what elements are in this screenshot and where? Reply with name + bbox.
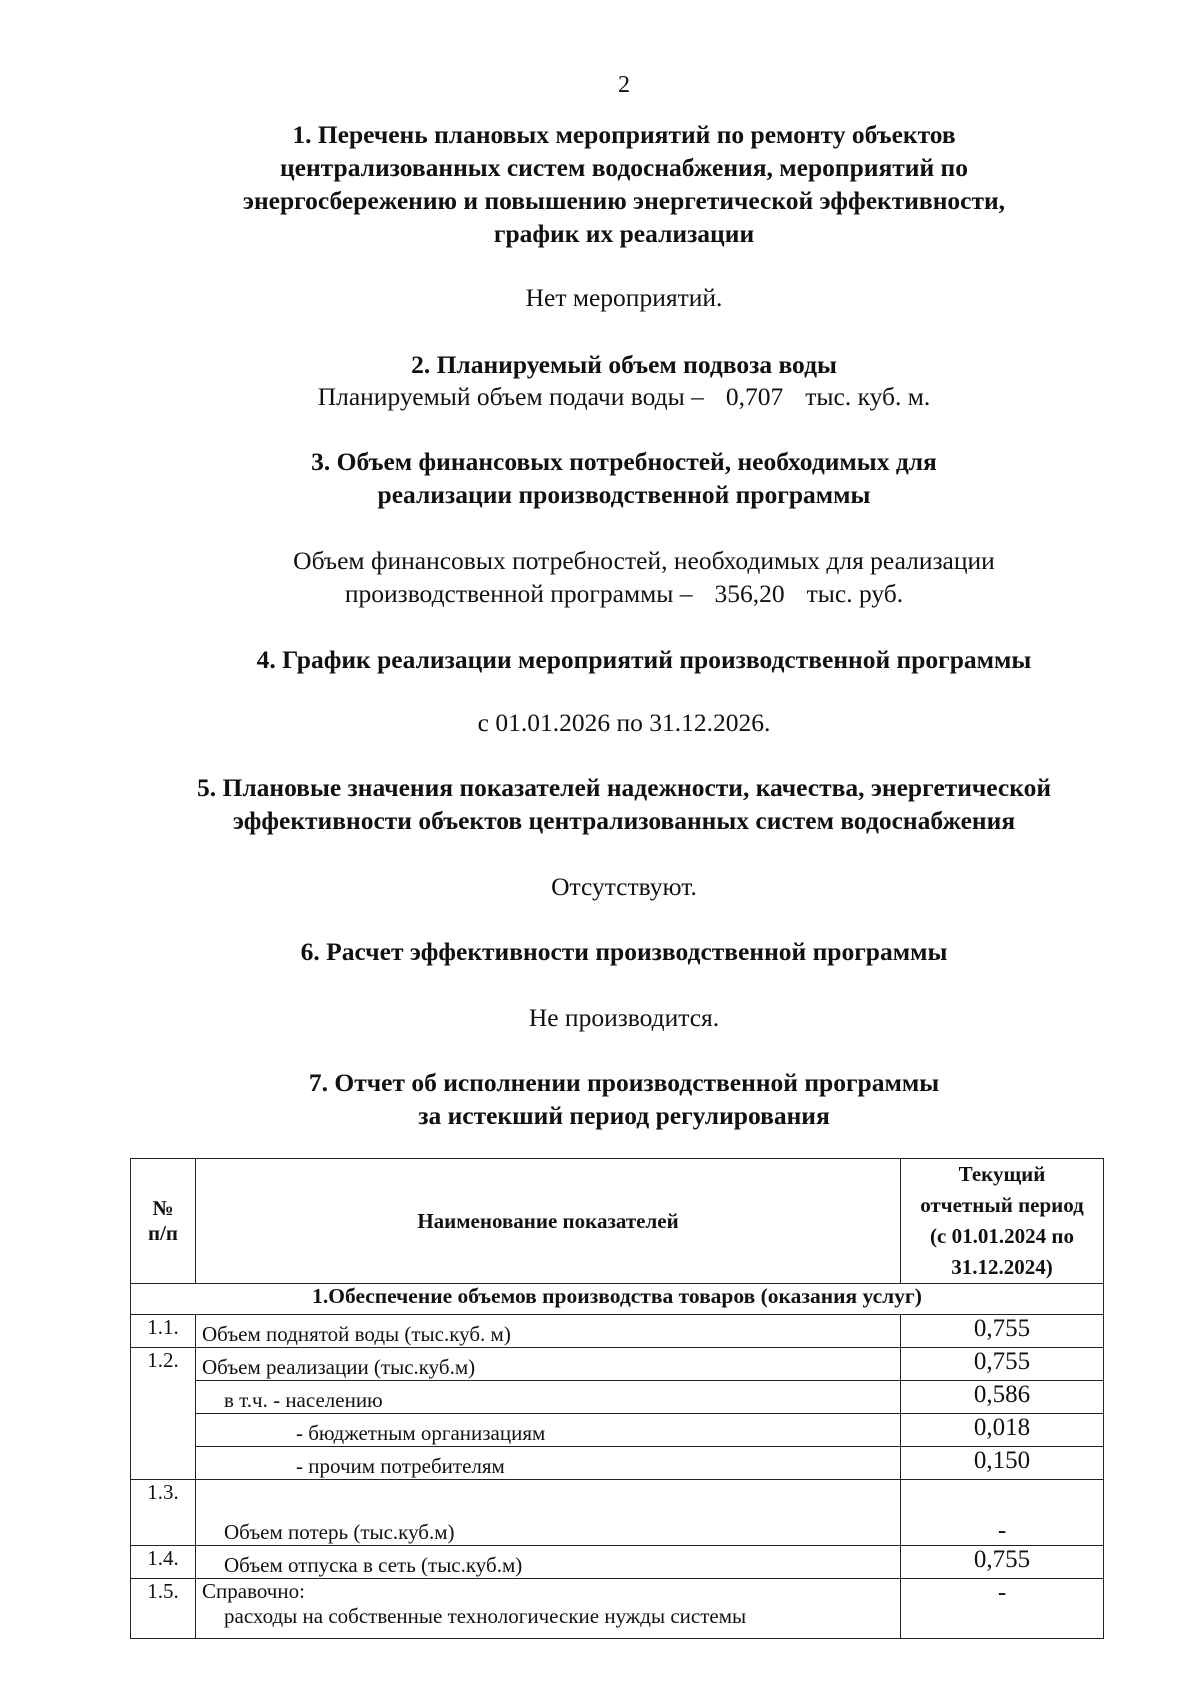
section-3-text-line1: Объем финансовых потребностей, необходимых для реализации bbox=[293, 546, 995, 575]
section-2-label: Планируемый объем подачи воды – bbox=[317, 382, 704, 411]
table-row bbox=[131, 1546, 1104, 1579]
section-7-title bbox=[0, 1066, 1200, 1132]
row-value: 0,150 bbox=[901, 1447, 1104, 1480]
table-row bbox=[131, 1447, 1104, 1480]
header-period-line: (с 01.01.2024 по bbox=[930, 1224, 1074, 1248]
row-value: 0,755 bbox=[901, 1546, 1104, 1579]
row-num: 1.2. bbox=[131, 1348, 196, 1480]
table-row bbox=[131, 1315, 1104, 1348]
row-value: 0,586 bbox=[901, 1381, 1104, 1414]
section-1-title-line: энергосбережению и повышению энергетической эффективности, bbox=[242, 186, 1006, 215]
section-3-text-line2 bbox=[0, 577, 1200, 610]
section-3-unit: тыс. руб. bbox=[806, 579, 904, 608]
header-period-line: 31.12.2024) bbox=[951, 1255, 1053, 1279]
section-1-title-line: график их реализации bbox=[493, 219, 755, 248]
table-row bbox=[131, 1348, 1104, 1381]
row-name bbox=[196, 1579, 901, 1639]
page-number: 2 bbox=[618, 72, 630, 98]
row-name: - прочим потребителям bbox=[196, 1447, 901, 1480]
row-name: Объем потерь (тыс.куб.м) bbox=[196, 1480, 901, 1546]
section-5-text: Отсутствуют. bbox=[551, 872, 697, 901]
row-name-line: Справочно: bbox=[202, 1579, 305, 1603]
section-1-text: Нет мероприятий. bbox=[525, 283, 723, 312]
table-section-title: 1.Обеспечение объемов производства товаров (оказания услуг) bbox=[131, 1284, 1104, 1315]
section-3-title-line: реализации производственной программы bbox=[377, 480, 871, 509]
header-period-line: Текущий bbox=[958, 1162, 1046, 1186]
section-2-title: 2. Планируемый объем подвоза воды bbox=[411, 350, 837, 379]
header-num bbox=[131, 1159, 196, 1284]
row-value: 0,018 bbox=[901, 1414, 1104, 1447]
row-name: Объем поднятой воды (тыс.куб. м) bbox=[196, 1315, 901, 1348]
section-7-title-line: за истекший период регулирования bbox=[418, 1101, 830, 1130]
header-name: Наименование показателей bbox=[196, 1159, 901, 1284]
table-row bbox=[131, 1381, 1104, 1414]
row-value: - bbox=[901, 1480, 1104, 1546]
row-num: 1.1. bbox=[131, 1315, 196, 1348]
row-value: 0,755 bbox=[901, 1348, 1104, 1381]
section-5-title-line: эффективности объектов централизованных систем водоснабжения bbox=[232, 806, 1016, 835]
table-row bbox=[131, 1480, 1104, 1546]
section-2-unit: тыс. куб. м. bbox=[805, 382, 931, 411]
section-5-title bbox=[0, 771, 1200, 837]
section-7-title-line: 7. Отчет об исполнении производственной программы bbox=[308, 1068, 940, 1097]
table-section-row bbox=[131, 1284, 1104, 1315]
table-row bbox=[131, 1579, 1104, 1639]
section-6-title: 6. Расчет эффективности производственной программы bbox=[300, 937, 948, 966]
row-name: Объем отпуска в сеть (тыс.куб.м) bbox=[196, 1546, 901, 1579]
report-table bbox=[130, 1158, 1104, 1639]
section-6-text: Не производится. bbox=[528, 1003, 720, 1032]
row-num: 1.4. bbox=[131, 1546, 196, 1579]
section-3-title bbox=[0, 445, 1200, 511]
section-3-value: 356,20 bbox=[714, 579, 785, 608]
row-name: в т.ч. - населению bbox=[196, 1381, 901, 1414]
section-4-text: с 01.01.2026 по 31.12.2026. bbox=[477, 708, 771, 737]
row-name: - бюджетным организациям bbox=[196, 1414, 901, 1447]
section-3-title-line: 3. Объем финансовых потребностей, необходимых для bbox=[311, 447, 937, 476]
section-1-title-line: централизованных систем водоснабжения, мероприятий по bbox=[279, 153, 968, 182]
row-value: - bbox=[901, 1579, 1104, 1639]
row-name: Объем реализации (тыс.куб.м) bbox=[196, 1348, 901, 1381]
section-1-title bbox=[0, 118, 1200, 250]
table-header-row bbox=[131, 1159, 1104, 1284]
row-num: 1.5. bbox=[131, 1579, 196, 1639]
section-1-title-line: 1. Перечень плановых мероприятий по ремонту объектов bbox=[292, 120, 956, 149]
section-5-title-line: 5. Плановые значения показателей надежности, качества, энергетической bbox=[196, 773, 1052, 802]
row-num: 1.3. bbox=[131, 1480, 196, 1546]
section-2-text bbox=[0, 380, 1200, 413]
table-row bbox=[131, 1414, 1104, 1447]
row-value: 0,755 bbox=[901, 1315, 1104, 1348]
header-num-line: п/п bbox=[147, 1221, 179, 1245]
header-period bbox=[901, 1159, 1104, 1284]
row-name-line: расходы на собственные технологические нужды системы bbox=[224, 1604, 747, 1628]
section-3-label: производственной программы – bbox=[344, 579, 693, 608]
section-2-value: 0,707 bbox=[725, 382, 784, 411]
header-num-line: № bbox=[152, 1196, 174, 1220]
header-period-line: отчетный период bbox=[920, 1193, 1084, 1217]
section-4-title: 4. График реализации мероприятий производственной программы bbox=[256, 645, 1032, 674]
